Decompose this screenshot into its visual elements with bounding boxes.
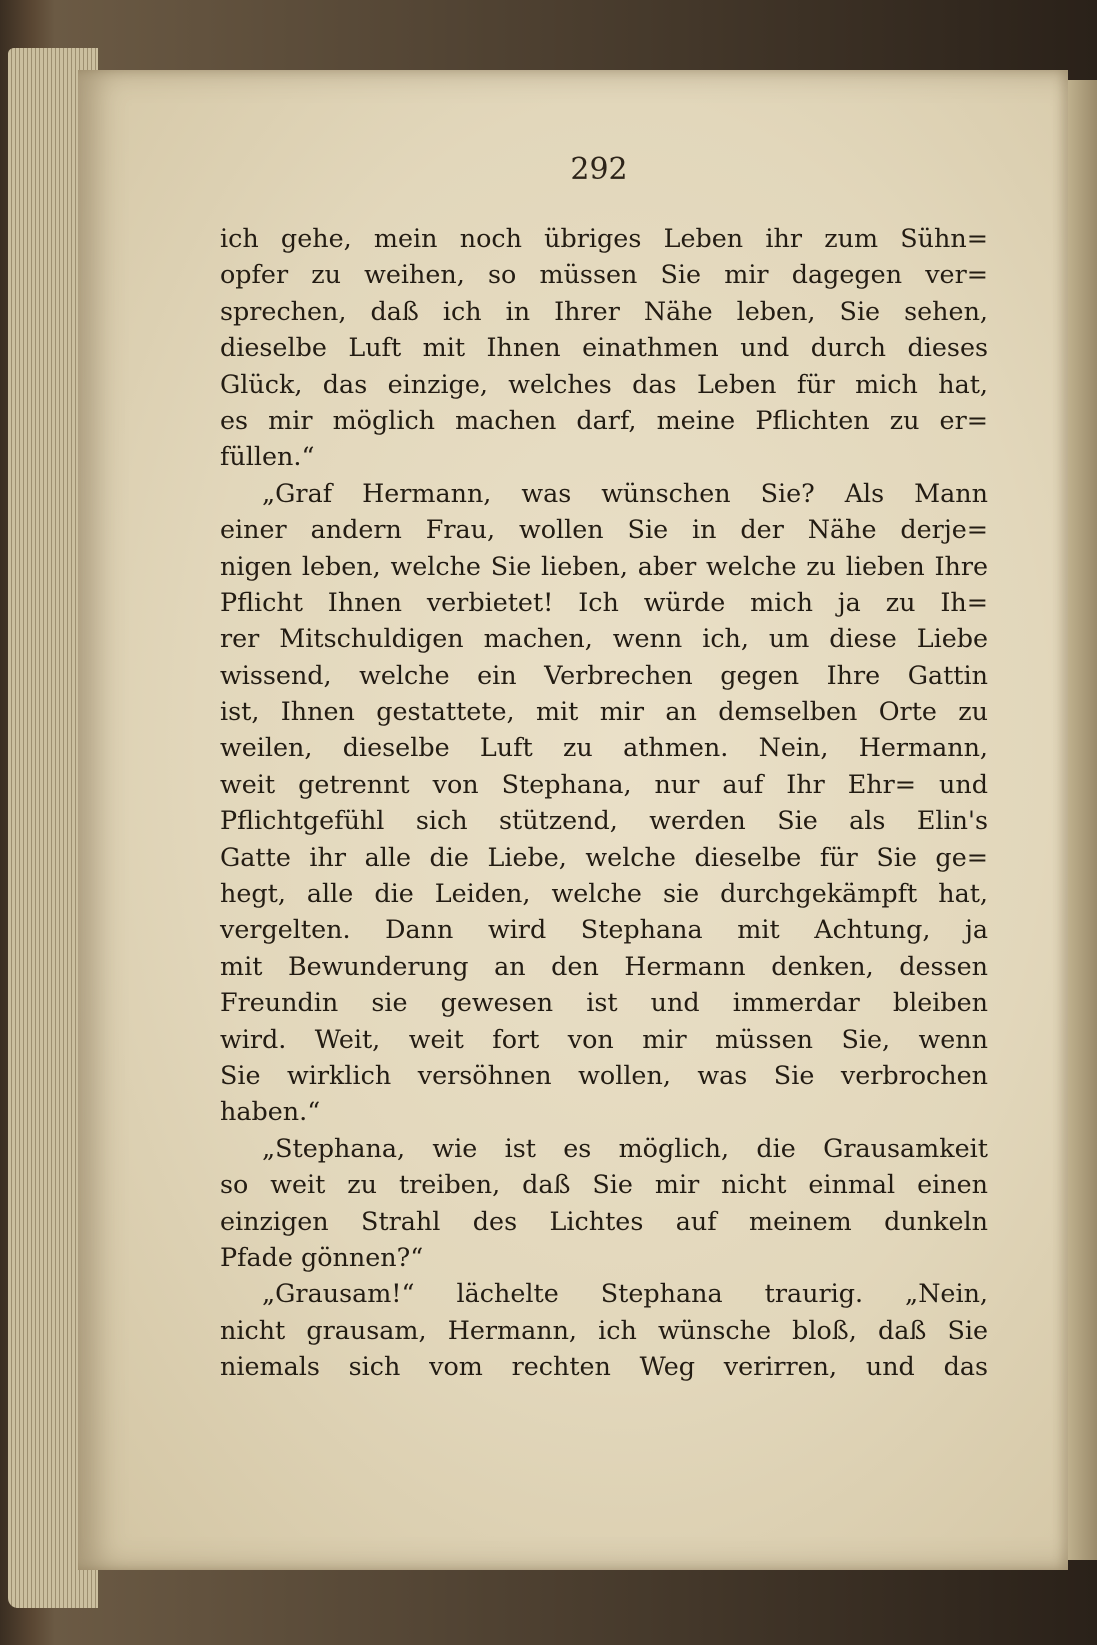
text-line: nigen leben, welche Sie lieben, aber welche zu lieben Ihre bbox=[220, 550, 988, 581]
text-line: weilen, dieselbe Luft zu athmen. Nein, Hermann, bbox=[220, 732, 988, 763]
text-line: so weit zu treiben, daß Sie mir nicht einmal einen bbox=[220, 1169, 988, 1200]
text-line: Freundin sie gewesen ist und immerdar bleiben bbox=[220, 987, 988, 1018]
book-page bbox=[78, 70, 1068, 1570]
text-line: weit getrennt von Stephana, nur auf Ihr Ehr= und bbox=[220, 768, 988, 799]
text-line: Gatte ihr alle die Liebe, welche dieselbe für Sie ge= bbox=[220, 841, 988, 872]
text-line: Pfade gönnen?“ bbox=[220, 1241, 424, 1272]
text-line: es mir möglich machen darf, meine Pflichten zu er= bbox=[220, 404, 988, 435]
text-line: rer Mitschuldigen machen, wenn ich, um diese Liebe bbox=[220, 623, 988, 654]
text-line: wird. Weit, weit fort von mir müssen Sie, wenn bbox=[220, 1023, 988, 1054]
text-line: dieselbe Luft mit Ihnen einathmen und durch dieses bbox=[220, 332, 988, 363]
body-text bbox=[220, 220, 988, 1385]
text-line: niemals sich vom rechten Weg verirren, und das bbox=[220, 1351, 988, 1382]
text-line: ist, Ihnen gestattete, mit mir an demselben Orte zu bbox=[220, 696, 988, 727]
text-line: Glück, das einzige, welches das Leben für mich hat, bbox=[220, 368, 988, 399]
text-line: füllen.“ bbox=[220, 441, 315, 472]
text-line: nicht grausam, Hermann, ich wünsche bloß, daß Sie bbox=[220, 1314, 988, 1345]
text-line: haben.“ bbox=[220, 1096, 321, 1127]
text-line: wissend, welche ein Verbrechen gegen Ihre Gattin bbox=[220, 659, 988, 690]
text-line: „Graf Hermann, was wünschen Sie? Als Mann bbox=[262, 477, 988, 508]
text-line: ich gehe, mein noch übriges Leben ihr zum Sühn= bbox=[220, 223, 988, 253]
text-line: einer andern Frau, wollen Sie in der Nähe derje= bbox=[220, 514, 988, 545]
text-line: „Stephana, wie ist es möglich, die Grausamkeit bbox=[262, 1132, 988, 1163]
text-line: Pflichtgefühl sich stützend, werden Sie als Elin's bbox=[220, 805, 988, 836]
page-number: 292 bbox=[570, 152, 628, 187]
text-line: einzigen Strahl des Lichtes auf meinem dunkeln bbox=[220, 1205, 988, 1236]
text-line: Pflicht Ihnen verbietet! Ich würde mich ja zu Ih= bbox=[220, 586, 988, 617]
text-line: „Grausam!“ lächelte Stephana traurig. „Nein, bbox=[262, 1278, 988, 1309]
text-line: vergelten. Dann wird Stephana mit Achtung, ja bbox=[220, 914, 988, 945]
text-line: opfer zu weihen, so müssen Sie mir dagegen ver= bbox=[220, 259, 988, 290]
text-line: Sie wirklich versöhnen wollen, was Sie verbrochen bbox=[220, 1059, 988, 1090]
text-line: mit Bewunderung an den Hermann denken, dessen bbox=[220, 950, 988, 981]
text-line: sprechen, daß ich in Ihrer Nähe leben, Sie sehen, bbox=[220, 295, 988, 326]
text-line: hegt, alle die Leiden, welche sie durchgekämpft hat, bbox=[220, 878, 988, 909]
